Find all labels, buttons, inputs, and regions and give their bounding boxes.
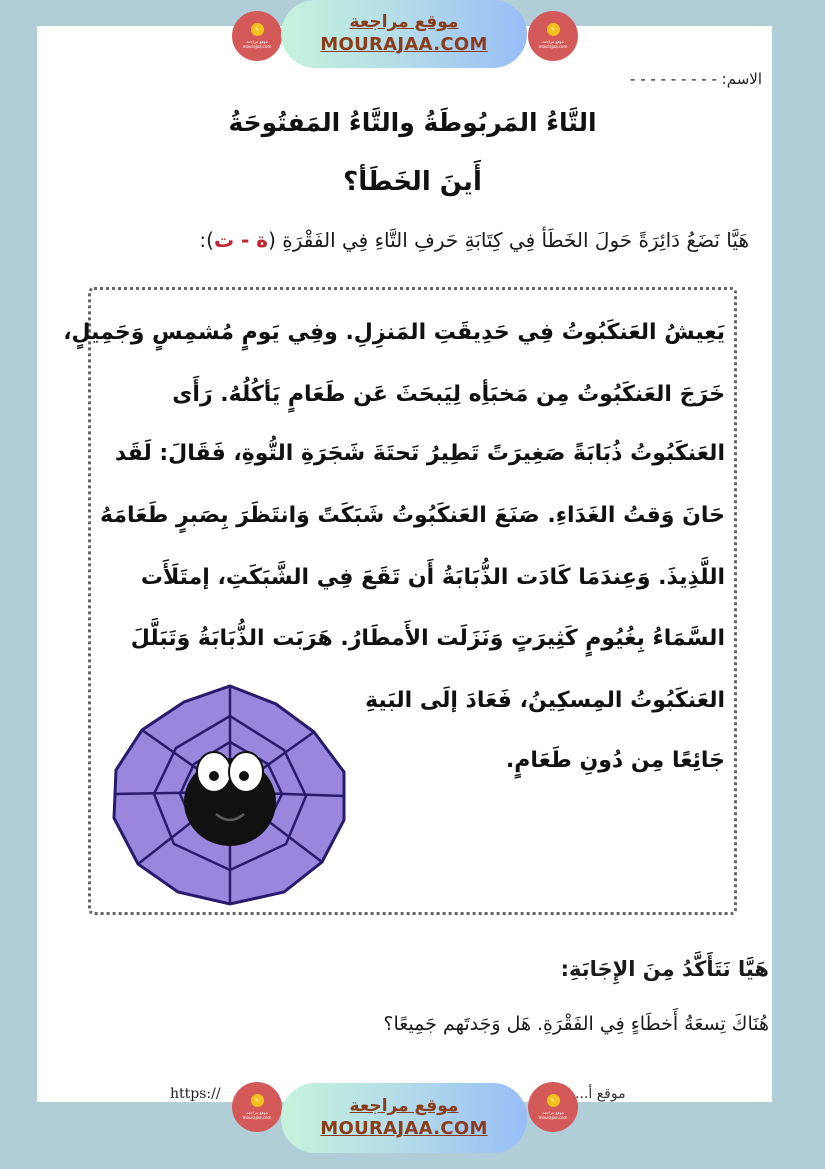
site-badge-right-bottom[interactable] — [528, 1082, 578, 1132]
paragraph-line: حَانَ وَقتُ الغَدَاءِ. صَنَعَ العَنكَبُوتُ شَبَكَتً وَانتَظَرَ بِصَبرٍ طَعَامَهُ — [100, 503, 725, 528]
site-banner-bottom[interactable] — [281, 1083, 527, 1153]
banner-latin: MOURAJAA.COM — [320, 34, 488, 55]
paragraph-line: العَنكَبُوتُ المِسكِينُ، فَعَادَ إلَى البَيةِ — [365, 688, 725, 713]
site-badge-left[interactable] — [232, 11, 282, 61]
badge-caption: موقع مراجعة mourajaa.com — [538, 1110, 568, 1120]
paragraph-line: خَرَجَ العَنكَبُوتُ مِن مَخبَأِه لِيَبحَثَ عَن طَعَامٍ يَأكُلُهُ. رَأَى — [172, 382, 725, 407]
badge-caption: موقع مراجعة mourajaa.com — [242, 1110, 272, 1120]
paragraph-line: السَّمَاءُ بِغُيُومٍ كَثِيرَتٍ وَنَزَلَت الأَمطَارُ. هَرَبَت الذُّبَابَةُ وَتَبَلَّلَ — [130, 626, 725, 651]
name-field-label: الاسم: - - - - - - - - - — [630, 70, 762, 88]
footer-url: https:// — [170, 1086, 221, 1102]
site-badge-right[interactable] — [528, 11, 578, 61]
worksheet-title: التَّاءُ المَربُوطَةُ والتَّاءُ المَفتُوحَةُ — [228, 108, 597, 137]
check-answer-heading: هَيَّا نَتَأَكَّدُ مِنَ الإِجَابَةِ: — [560, 957, 769, 981]
book-logo-icon: ✎ — [251, 1094, 264, 1107]
paragraph-line: العَنكَبُوتُ ذُبَابَةً صَغِيرَتً تَطِيرُ تَحتَةَ شَجَرَةِ التُّوةِ، فَقَالَ: لَقَد — [114, 441, 725, 466]
banner-arabic: موقع مراجعة — [349, 1096, 459, 1116]
spider-web-illustration — [108, 680, 353, 908]
check-answer-text: هُنَاكَ تِسعَةُ أَخطَاءٍ فِي الفَقْرَةِ. هَل وَجَدتَهم جَمِيعًا؟ — [383, 1013, 769, 1035]
site-banner-top[interactable] — [281, 0, 527, 68]
book-logo-icon: ✎ — [547, 1094, 560, 1107]
paragraph-line: جَائِعًا مِن دُونِ طَعَامٍ. — [505, 748, 725, 773]
book-logo-icon: ✎ — [547, 23, 560, 36]
banner-arabic: موقع مراجعة — [349, 12, 459, 32]
badge-caption: موقع مراجعة mourajaa.com — [538, 39, 568, 49]
instruction-prefix: هَيَّا نَضَعُ دَائِرَةً حَولَ الخَطَأ فِي كِتَابَةِ حَرفِ التَّاءِ فِي الفَقْرَةِ ( — [268, 228, 749, 252]
book-logo-icon: ✎ — [251, 23, 264, 36]
footer-arabic: موقع أ... — [575, 1086, 626, 1102]
paragraph-line: اللَّذِيذَ. وَعِندَمَا كَادَت الذُّبَابَةُ أَن تَقَعَ فِي الشَّبَكَتِ، إمتَلَأَت — [140, 565, 725, 590]
paragraph-line: يَعِيشُ العَنكَبُوتُ فِي حَدِيقَتِ المَنزِلِ. وفِي يَومٍ مُشمِسٍ وَجَمِيلٍ، — [63, 320, 725, 345]
site-badge-left-bottom[interactable] — [232, 1082, 282, 1132]
spider-icon — [184, 752, 276, 846]
banner-latin: MOURAJAA.COM — [320, 1118, 488, 1139]
badge-caption: موقع مراجعة mourajaa.com — [242, 39, 272, 49]
instruction-suffix: ): — [199, 228, 214, 252]
worksheet-subtitle: أَينَ الخَطَأ؟ — [343, 167, 482, 197]
instruction-letters: ة - ت — [213, 228, 269, 252]
instruction-text — [199, 228, 749, 252]
